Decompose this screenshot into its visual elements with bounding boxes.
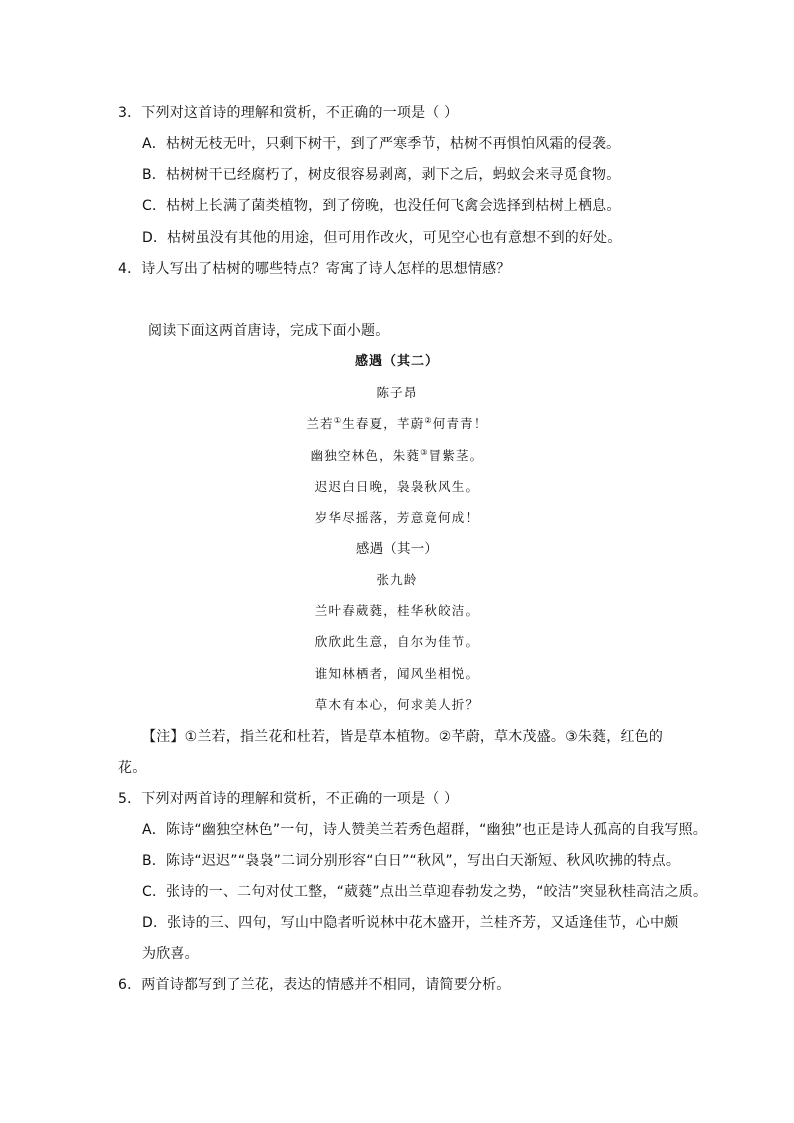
poem-2-author: 张九龄	[376, 572, 418, 587]
question-3-option-d: D．枯树虽没有其他的用途，但可用作改火，可见空心也有意想不到的好处。	[142, 230, 622, 246]
poem-2-line-3: 谁知林栖者，闻风坐相悦。	[314, 666, 480, 681]
footnote-marker-3: ③	[420, 447, 429, 457]
annotation-note: 【注】①兰若，指兰花和杜若，皆是草本植物。②芊蔚，草木茂盛。③朱蕤，红色的	[142, 729, 664, 745]
poem-1-author: 陈子昂	[376, 385, 418, 400]
poem-1-line-1-part-c: 何青青！	[432, 416, 488, 431]
poem-1-line-1	[0, 414, 794, 434]
question-6-stem: 6．两首诗都写到了兰花，表达的情感并不相同，请简要分析。	[118, 977, 511, 993]
question-5-option-b: B．陈诗“迟迟”“袅袅”二词分别形容“白日”“秋风”，写出白天渐短、秋风吹拂的特点。	[142, 853, 681, 869]
footnote-marker-2: ②	[424, 415, 433, 425]
question-5-option-d: D．张诗的三、四句，写山中隐者听说林中花木盛开，兰桂齐芳，又适逢佳节，心中颇	[142, 915, 679, 931]
annotation-note-continued: 花。	[118, 760, 147, 776]
question-3-stem: 3．下列对这首诗的理解和赏析，不正确的一项是（ ）	[118, 105, 459, 121]
poem-1-line-1-part-a: 兰若	[306, 416, 334, 431]
poem-1-line-3: 迟迟白日晚，袅袅秋风生。	[314, 479, 480, 494]
question-5-option-c: C．张诗的一、二句对仗工整，“葳蕤”点出兰草迎春勃发之势，“皎洁”突显秋桂高洁之质。	[142, 884, 708, 900]
poem-2-title: 感遇（其一）	[355, 541, 439, 557]
poem-2-line-1: 兰叶春葳蕤，桂华秋皎洁。	[314, 603, 480, 618]
poem-1-line-2-part-a: 幽独空林色，朱蕤	[310, 448, 421, 463]
reading-intro: 阅读下面这两首唐诗，完成下面小题。	[148, 323, 390, 339]
poem-1-title: 感遇（其二）	[354, 354, 439, 369]
question-5-option-d-continued: 为欣喜。	[142, 946, 199, 962]
question-3-option-b: B．枯树树干已经腐朽了，树皮很容易剥离，剥下之后，蚂蚁会来寻觅食物。	[142, 167, 621, 183]
question-4-stem: 4．诗人写出了枯树的哪些特点？寄寓了诗人怎样的思想情感？	[118, 261, 511, 277]
poem-1-line-1-part-b: 生春夏，芊蔚	[342, 416, 425, 431]
question-5-option-a: A．陈诗“幽独空林色”一句，诗人赞美兰若秀色超群，“幽独”也正是诗人孤高的自我写照。	[142, 822, 707, 838]
question-3-option-a: A．枯树无枝无叶，只剩下树干，到了严寒季节，枯树不再惧怕风霜的侵袭。	[142, 136, 621, 152]
footnote-marker-1: ①	[333, 415, 343, 425]
poem-2-line-4: 草木有本心，何求美人折？	[314, 697, 480, 712]
poem-1-line-2	[0, 446, 794, 466]
question-5-stem: 5．下列对两首诗的理解和赏析，不正确的一项是（ ）	[118, 791, 459, 807]
poem-1-line-4: 岁华尽摇落，芳意竟何成！	[314, 510, 480, 525]
question-3-option-c: C．枯树上长满了菌类植物，到了傍晚，也没任何飞禽会选择到枯树上栖息。	[142, 198, 621, 214]
poem-1-line-2-part-b: 冒紫茎。	[428, 448, 484, 463]
poem-2-line-2: 欣欣此生意，自尔为佳节。	[314, 634, 480, 649]
